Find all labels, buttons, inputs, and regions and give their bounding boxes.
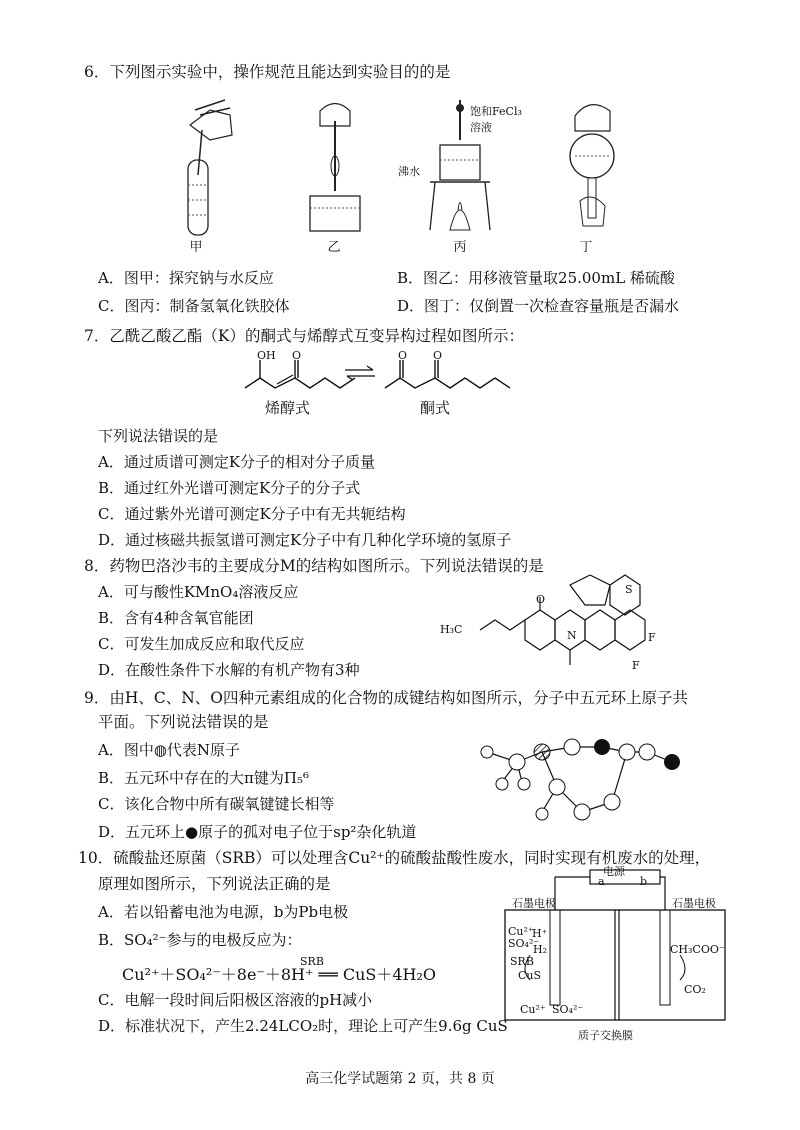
diagram-acetate: CH₃COO⁻ [670, 943, 725, 956]
q8-option-c: C．可发生加成反应和取代反应 [98, 635, 305, 653]
q9-stem: 9．由H、C、N、O四种元素组成的化合物的成键结构如图所示，分子中五元环上原子共 [84, 689, 689, 707]
struct-h3c: H₃C [440, 623, 463, 636]
diagram-cus: CuS [518, 969, 542, 982]
q8-option-b: B．含有4种含氧官能团 [98, 609, 254, 627]
equilibrium-arrows [345, 366, 375, 380]
enol-o: O [292, 349, 302, 362]
q9-option-d: D．五元环上●原子的孤对电子位于sp²杂化轨道 [98, 823, 417, 841]
label-jia: 甲 [189, 240, 203, 255]
ball-stick-model [462, 722, 692, 842]
q9-option-a: A．图中◍代表N原子 [98, 741, 241, 759]
struct-f1: F [648, 631, 656, 644]
keto-o2: O [433, 349, 443, 362]
diagram-co2: CO₂ [684, 983, 706, 996]
struct-o: O [536, 593, 546, 606]
q10-stem-2: 原理如图所示，下列说法正确的是 [98, 875, 331, 893]
q6-option-b: B．图乙：用移液管量取25.00mL 稀硫酸 [397, 269, 675, 287]
q6-option-a: A．图甲：探究钠与水反应 [98, 269, 274, 287]
diagram-a: a [598, 875, 605, 888]
q8-option-d: D．在酸性条件下水解的有机产物有3种 [98, 661, 360, 679]
bing-label-boiling-water: 沸水 [398, 165, 420, 178]
diagram-membrane: 质子交换膜 [578, 1029, 633, 1042]
q10-stem: 10．硫酸盐还原菌（SRB）可以处理含Cu²⁺的硫酸盐酸性废水，同时实现有机废水的处理， [78, 849, 711, 867]
q9-option-b: B．五元环中存在的大π键为Π₅⁶ [98, 769, 309, 787]
q9-stem-2: 平面。下列说法错误的是 [98, 713, 269, 731]
keto-label: 酮式 [420, 399, 451, 417]
q9-option-c: C．该化合物中所有碳氧键键长相等 [98, 795, 335, 813]
enol-label: 烯醇式 [265, 399, 311, 417]
diagram-so4: SO₄²⁻ [508, 937, 540, 950]
diagram-srb: SRB [510, 955, 534, 968]
diagram-cu-bottom: Cu²⁺ [520, 1003, 546, 1016]
q7-option-b: B．通过红外光谱可测定K分子的分子式 [98, 479, 361, 497]
q7-stem: 7．乙酰乙酸乙酯（K）的酮式与烯醇式互变异构过程如图所示： [84, 327, 524, 345]
bing-label-fecl3: 饱和FeCl₃ [470, 105, 522, 118]
diagram-right-electrode: 石墨电极 [672, 897, 716, 910]
diagram-cu: Cu²⁺ [508, 925, 534, 938]
q10-equation-condition: SRB [300, 955, 324, 968]
diagram-left-electrode: 石墨电极 [512, 897, 556, 910]
figure-yi [290, 96, 380, 236]
struct-f2: F [632, 659, 640, 672]
q6-option-d: D．图丁：仅倒置一次检查容量瓶是否漏水 [397, 297, 680, 315]
q10-option-d: D．标准状况下，产生2.24LCO₂时，理论上可产生9.6g CuS [98, 1017, 508, 1035]
struct-n: N [567, 629, 577, 642]
q7-option-a: A．通过质谱可测定K分子的相对分子质量 [98, 453, 376, 471]
figure-ding [555, 96, 625, 236]
q10-option-a: A．若以铅蓄电池为电源，b为Pb电极 [98, 903, 349, 921]
label-ding: 丁 [579, 240, 593, 255]
figure-jia [170, 100, 240, 240]
diagram-so4-bottom: SO₄²⁻ [552, 1003, 584, 1016]
q8-option-a: A．可与酸性KMnO₄溶液反应 [98, 583, 299, 601]
baloxavir-structure [440, 575, 680, 685]
enol-oh: OH [257, 349, 276, 362]
q10-equation: Cu²⁺＋SO₄²⁻＋8e⁻＋8H⁺ ══ CuS＋4H₂O [122, 965, 437, 984]
keto-o1: O [398, 349, 408, 362]
q8-stem: 8．药物巴洛沙韦的主要成分M的结构如图所示。下列说法错误的是 [84, 557, 544, 575]
q7-option-d: D．通过核磁共振氢谱可测定K分子中有几种化学环境的氢原子 [98, 531, 512, 549]
diagram-b: b [640, 875, 648, 888]
diagram-h2: H₂ [533, 943, 548, 956]
q10-option-c: C．电解一段时间后阳极区溶液的pH减小 [98, 991, 373, 1009]
q6-option-c: C．图丙：制备氢氧化铁胶体 [98, 297, 290, 315]
q7-option-c: C．通过紫外光谱可测定K分子中有无共轭结构 [98, 505, 406, 523]
label-bing: 丙 [453, 240, 467, 255]
q7-prompt: 下列说法错误的是 [98, 427, 219, 445]
label-yi: 乙 [327, 240, 341, 255]
diagram-h: H⁺ [532, 927, 548, 940]
struct-s: S [625, 583, 633, 596]
bing-label-solution: 溶液 [470, 121, 492, 134]
q6-stem: 6．下列图示实验中，操作规范且能达到实验目的的是 [84, 63, 451, 81]
diagram-power: 电源 [603, 865, 625, 878]
q10-option-b: B．SO₄²⁻参与的电极反应为： [98, 931, 302, 949]
page-footer: 高三化学试题第 2 页，共 8 页 [305, 1071, 495, 1087]
